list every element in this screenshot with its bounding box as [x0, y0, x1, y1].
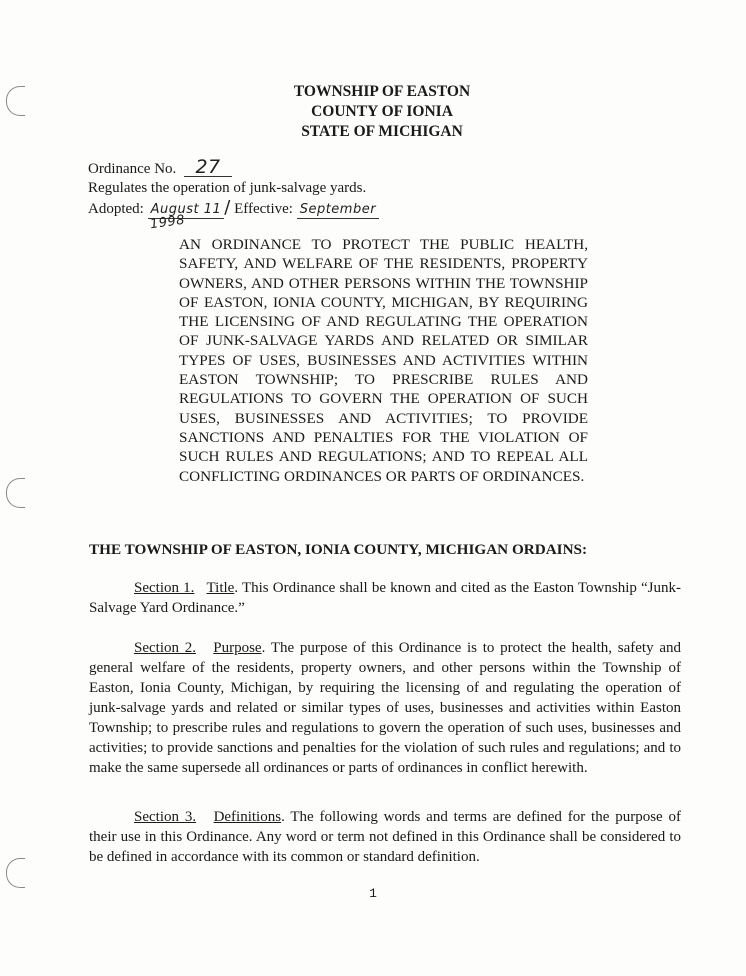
section-title: Title — [206, 580, 235, 596]
effective-label: Effective: — [234, 201, 293, 217]
header-township: TOWNSHIP OF EASTON — [293, 83, 471, 100]
regulates-line: Regulates the operation of junk-salvage yards. — [88, 180, 367, 196]
section-body: This Ordinance shall be known and cited as the Easton Township “Junk-Salvage Yard Ordinance.” — [89, 580, 682, 616]
section-label: Section 2. — [134, 640, 196, 656]
section-label: Section 1. — [134, 580, 195, 596]
ordinance-number: 27 — [184, 158, 232, 177]
ordinance-meta — [88, 158, 379, 219]
page-number: 1 — [369, 886, 377, 901]
ordinance-label: Ordinance No. — [88, 161, 177, 177]
section-1: Section 1. Title. This Ordinance shall be known and cited as the Easton Township “Junk-Salvage Yard Ordinance.” — [89, 580, 682, 616]
section-title: Purpose — [213, 640, 262, 656]
header-state: STATE OF MICHIGAN — [301, 123, 463, 140]
section-label: Section 3. — [134, 809, 197, 825]
ordinance-abstract: AN ORDINANCE TO PROTECT THE PUBLIC HEALTH, SAFETY, AND WELFARE OF THE RESIDENTS, PROPERTY OWNERS, AND OTHER PERSONS WITHIN THE TOWNSHIP OF EASTON, IONIA COUNTY, MICHIGAN, BY REQUIRING THE LICENSING OF AND REGULATING THE OPERATION OF JUNK-SALVAGE YARDS AND RELATED OR SIMILAR TYPES OF USES, BUSINESSES AND ACTIVITIES WITHIN EASTON TOWNSHIP; TO PRESCRIBE RULES AND REGULATIONS TO GOVERN THE OPERATION OF SUCH USES, BUSINESSES AND ACTIVITIES; TO PROVIDE SANCTIONS AND PENALTIES FOR THE VIOLATION OF SUCH RULES AND REGULATIONS; AND TO REPEAL ALL CONFLICTING ORDINANCES OR PARTS OF ORDINANCES. — [179, 236, 588, 485]
section-body: The following words and terms are defined for the purpose of their use in this Ordinance. Any word or term not defined in this Ordinance shall be considered to be defined in accordance with its common or standard definition. — [89, 809, 682, 865]
document-header — [0, 82, 746, 142]
ordains-heading: THE TOWNSHIP OF EASTON, IONIA COUNTY, MICHIGAN ORDAINS: — [89, 541, 588, 558]
section-title: Definitions — [213, 809, 282, 825]
ordinance-number-line — [88, 158, 379, 179]
section-2: Section 2. Purpose. The purpose of this Ordinance is to protect the health, safety and general welfare of the residents, property owners, and other persons within the Township of Easton, Ionia County, Michigan, by requiring the licensing of and regulating the operation of junk-salvage yards and related or similar types of uses, businesses and activities within Easton Township; to prescribe rules and regulations to govern the operation of such uses, businesses and activities; to provide sanctions and penalties for the violation of such rules and regulations; and to make the same supersede all ordinances or parts of ordinances in conflict herewith. — [89, 640, 682, 776]
effective-date: September — [297, 201, 379, 219]
section-3: Section 3. Definitions. The following words and terms are defined for the purpose of their use in this Ordinance. Any word or term not defined in this Ordinance shall be considered to be defined in accordance with its common or standard definition. — [89, 809, 682, 865]
binder-hole-mark — [6, 478, 25, 508]
header-county: COUNTY OF IONIA — [311, 103, 453, 120]
adopted-date: August 11 — [148, 201, 225, 219]
adopted-label: Adopted: — [88, 201, 144, 217]
handwritten-year: 1998 — [149, 212, 186, 233]
binder-hole-mark — [6, 858, 25, 888]
section-body: The purpose of this Ordinance is to protect the health, safety and general welfare of the residents, property owners, and other persons within the Township of Easton, Ionia County, Michigan, by requiring the licensing of and regulating the operation of junk-salvage yards and related or similar types of uses, businesses and activities within Easton Township; to prescribe rules and regulations to govern the operation of such uses, businesses and activities; to provide sanctions and penalties for the violation of such rules and regulations; and to make the same supersede all ordinances or parts of ordinances in conflict herewith. — [89, 640, 682, 776]
handwritten-slash: / — [224, 197, 231, 218]
dates-line — [88, 198, 379, 219]
